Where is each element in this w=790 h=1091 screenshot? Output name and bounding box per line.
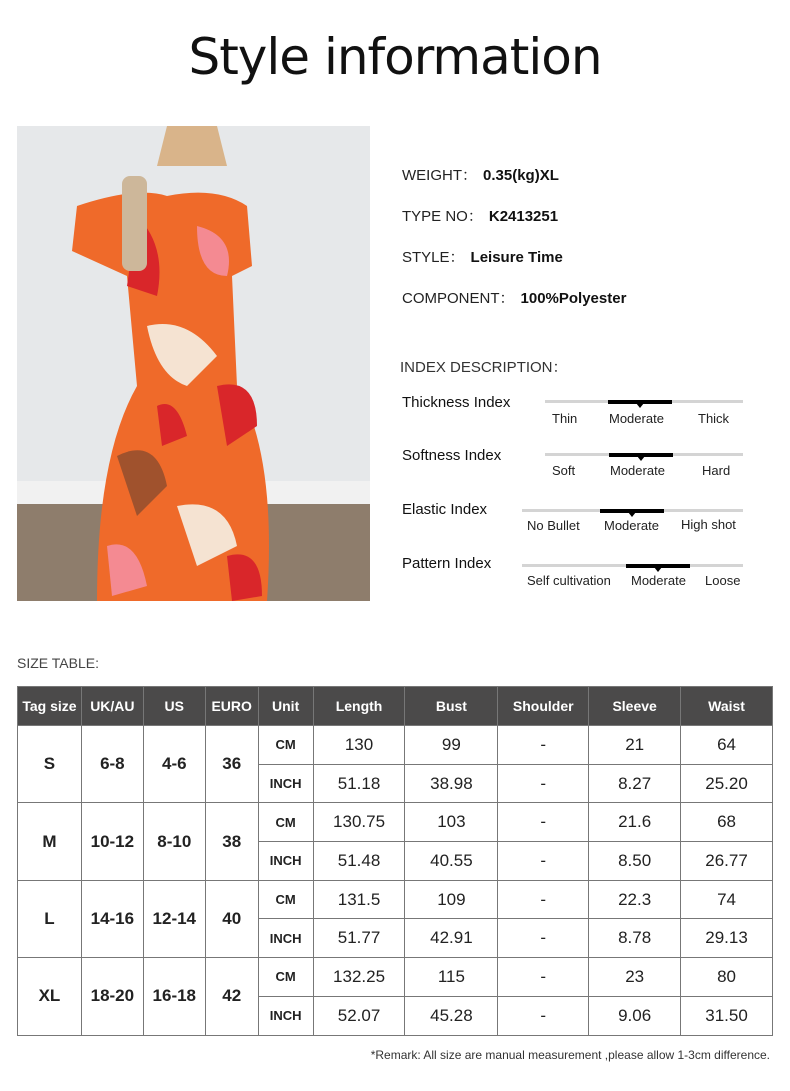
unit-cell: INCH	[258, 996, 313, 1035]
size-uk-cell: 6-8	[81, 726, 143, 803]
pattern-option: Moderate	[631, 573, 686, 588]
pattern-option: Loose	[705, 573, 741, 588]
measurement-cell: 8.27	[589, 764, 681, 803]
size-euro-cell: 40	[205, 880, 258, 957]
thickness-option: Thick	[698, 411, 730, 426]
measurement-cell: 132.25	[313, 958, 405, 997]
measurement-cell: 9.06	[589, 996, 681, 1035]
column-header: Unit	[258, 687, 313, 726]
measurement-cell: 25.20	[681, 764, 773, 803]
elastic-pointer-icon	[628, 512, 636, 517]
table-row	[18, 803, 773, 842]
unit-cell: CM	[258, 726, 313, 765]
measurement-cell: 80	[681, 958, 773, 997]
unit-cell: CM	[258, 958, 313, 997]
style-row	[402, 246, 563, 267]
weight-row	[402, 164, 559, 185]
column-header: Length	[313, 687, 405, 726]
table-row	[18, 880, 773, 919]
thickness-pointer-icon	[636, 403, 644, 408]
component-row	[402, 287, 626, 308]
column-header: Waist	[681, 687, 773, 726]
weight-value: 0.35(kg)XL	[483, 167, 559, 184]
measurement-cell: 64	[681, 726, 773, 765]
measurement-cell: 130	[313, 726, 405, 765]
thickness-option: Thin	[552, 411, 578, 426]
column-header: Sleeve	[589, 687, 681, 726]
unit-cell: INCH	[258, 919, 313, 958]
style-value: Leisure Time	[470, 249, 563, 266]
size-tag-cell: M	[18, 803, 82, 880]
type-no-label: TYPE NO：	[402, 208, 483, 225]
weight-label: WEIGHT：	[402, 167, 477, 184]
component-value: 100%Polyester	[520, 290, 627, 307]
measurement-cell: 31.50	[681, 996, 773, 1035]
pattern-index-label: Pattern Index	[402, 555, 492, 572]
elastic-index-label: Elastic Index	[402, 501, 488, 518]
index-description-heading: INDEX DESCRIPTION：	[400, 359, 568, 376]
measurement-cell: 21	[589, 726, 681, 765]
pattern-pointer-icon	[654, 567, 662, 572]
size-table-label: SIZE TABLE:	[17, 655, 99, 671]
unit-cell: INCH	[258, 764, 313, 803]
size-euro-cell: 38	[205, 803, 258, 880]
elastic-option: No Bullet	[527, 518, 580, 533]
size-us-cell: 16-18	[143, 958, 205, 1035]
measurement-cell: 23	[589, 958, 681, 997]
measurement-cell: 130.75	[313, 803, 405, 842]
softness-option: Moderate	[610, 463, 665, 478]
type-no-value: K2413251	[488, 208, 559, 225]
measurement-cell: 26.77	[681, 842, 773, 881]
thickness-option: Moderate	[609, 411, 664, 426]
size-tag-cell: XL	[18, 958, 82, 1035]
measurement-cell: 51.77	[313, 919, 405, 958]
measurement-cell: 40.55	[405, 842, 498, 881]
table-row	[18, 726, 773, 765]
measurement-cell: 99	[405, 726, 498, 765]
component-label: COMPONENT：	[402, 290, 515, 307]
softness-pointer-icon	[637, 456, 645, 461]
pattern-option: Self cultivation	[527, 573, 611, 588]
size-uk-cell: 18-20	[81, 958, 143, 1035]
measurement-cell: -	[498, 803, 589, 842]
size-us-cell: 8-10	[143, 803, 205, 880]
elastic-option: High shot	[681, 517, 736, 532]
measurement-cell: 109	[405, 880, 498, 919]
size-us-cell: 4-6	[143, 726, 205, 803]
measurement-cell: 38.98	[405, 764, 498, 803]
measurement-cell: -	[498, 958, 589, 997]
column-header: Tag size	[18, 687, 82, 726]
measurement-cell: 8.50	[589, 842, 681, 881]
column-header: Bust	[405, 687, 498, 726]
column-header: Shoulder	[498, 687, 589, 726]
measurement-cell: -	[498, 919, 589, 958]
style-label: STYLE：	[402, 249, 465, 266]
elastic-option: Moderate	[604, 518, 659, 533]
measurement-cell: 131.5	[313, 880, 405, 919]
unit-cell: CM	[258, 803, 313, 842]
softness-index-label: Softness Index	[402, 447, 502, 464]
column-header: EURO	[205, 687, 258, 726]
page-title: Style information	[188, 28, 602, 86]
size-uk-cell: 14-16	[81, 880, 143, 957]
measurement-cell: 103	[405, 803, 498, 842]
measurement-cell: 74	[681, 880, 773, 919]
measurement-cell: 51.48	[313, 842, 405, 881]
measurement-cell: 51.18	[313, 764, 405, 803]
measurement-cell: 42.91	[405, 919, 498, 958]
table-header-row	[18, 687, 773, 726]
measurement-cell: -	[498, 726, 589, 765]
measurement-cell: -	[498, 880, 589, 919]
measurement-cell: 52.07	[313, 996, 405, 1035]
column-header: UK/AU	[81, 687, 143, 726]
measurement-cell: -	[498, 842, 589, 881]
measurement-cell: 68	[681, 803, 773, 842]
size-tag-cell: S	[18, 726, 82, 803]
measurement-cell: 21.6	[589, 803, 681, 842]
size-uk-cell: 10-12	[81, 803, 143, 880]
measurement-cell: 45.28	[405, 996, 498, 1035]
table-row	[18, 958, 773, 997]
size-euro-cell: 42	[205, 958, 258, 1035]
unit-cell: CM	[258, 880, 313, 919]
measurement-cell: 115	[405, 958, 498, 997]
thickness-index-label: Thickness Index	[402, 394, 511, 411]
size-table	[17, 686, 773, 1036]
size-us-cell: 12-14	[143, 880, 205, 957]
measurement-cell: -	[498, 996, 589, 1035]
measurement-cell: 22.3	[589, 880, 681, 919]
measurement-cell: 29.13	[681, 919, 773, 958]
softness-option: Hard	[702, 463, 731, 478]
remark-note: *Remark: All size are manual measurement ,please allow 1-3cm difference.	[370, 1048, 770, 1062]
measurement-cell: -	[498, 764, 589, 803]
type-no-row	[402, 205, 558, 226]
softness-option: Soft	[552, 463, 576, 478]
unit-cell: INCH	[258, 842, 313, 881]
size-euro-cell: 36	[205, 726, 258, 803]
size-tag-cell: L	[18, 880, 82, 957]
product-photo	[17, 126, 370, 601]
measurement-cell: 8.78	[589, 919, 681, 958]
column-header: US	[143, 687, 205, 726]
